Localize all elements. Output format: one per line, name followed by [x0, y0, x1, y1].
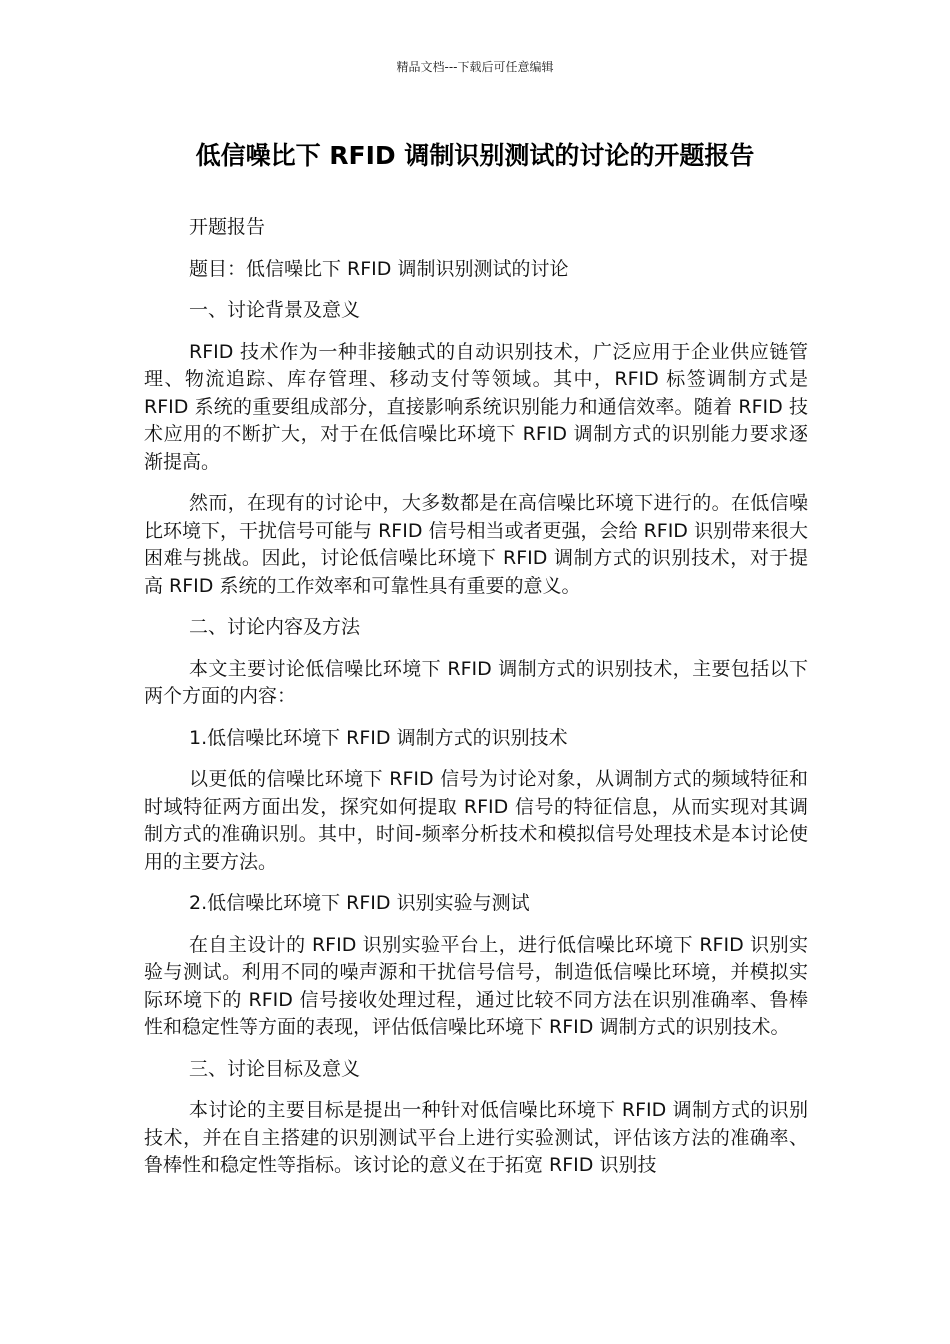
- topic-line: 题目：低信噪比下 RFID 调制识别测试的讨论: [189, 257, 569, 280]
- header-note: 精品文档---下载后可任意编辑: [396, 60, 554, 74]
- section-heading-content: 二、讨论内容及方法: [189, 616, 361, 638]
- paragraph-content-intro: 本文主要讨论低信噪比环境下 RFID 调制方式的识别技术，主要包括以下两个方面的内容：: [144, 657, 808, 707]
- paragraph-goals: 本讨论的主要目标是提出一种针对低信噪比环境下 RFID 调制方式的识别技术，并在自主搭建的识别测试平台上进行实验测试，评估该方法的准确率、鲁棒性和稳定性等指标。该讨论的意义在于拓宽 RFID 识别技: [144, 1099, 808, 1176]
- paragraph-background-2: 然而，在现有的讨论中，大多数都是在高信噪比环境下进行的。在低信噪比环境下，干扰信号可能与 RFID 信号相当或者更强，会给 RFID 识别带来很大困难与挑战。因此，讨论低信噪比环境下 RFID 调制方式的识别技术，对于提高 RFID 系统的工作效率和可靠性具有重要的意义。: [144, 492, 808, 597]
- paragraph-subsection-1: 以更低的信噪比环境下 RFID 信号为讨论对象，从调制方式的频域特征和时域特征两方面出发，探究如何提取 RFID 信号的特征信息，从而实现对其调制方式的准确识别。其中，时间-频率分析技术和模拟信号处理技术是本讨论使用的主要方法。: [144, 768, 808, 873]
- subheading-2: 2.低信噪比环境下 RFID 识别实验与测试: [189, 892, 530, 914]
- section-heading-background: 一、讨论背景及意义: [189, 299, 361, 321]
- section-label-report: 开题报告: [189, 216, 266, 238]
- paragraph-background-1: RFID 技术作为一种非接触式的自动识别技术，广泛应用于企业供应链管理、物流追踪、库存管理、移动支付等领域。其中，RFID 标签调制方式是 RFID 系统的重要组成部分，直接影响系统识别能力和通信效率。随着 RFID 技术应用的不断扩大，对于在低信噪比环境下 RFID 调制方式的识别能力要求逐渐提高。: [144, 340, 808, 473]
- subheading-1: 1.低信噪比环境下 RFID 调制方式的识别技术: [189, 726, 568, 749]
- section-heading-goals: 三、讨论目标及意义: [189, 1057, 361, 1080]
- paragraph-subsection-2: 在自主设计的 RFID 识别实验平台上，进行低信噪比环境下 RFID 识别实验与测试。利用不同的噪声源和干扰信号信号，制造低信噪比环境，并模拟实际环境下的 RFID 信号接收处理过程，通过比较不同方法在识别准确率、鲁棒性和稳定性等方面的表现，评估低信噪比环境下 RFID 调制方式的识别技术。: [144, 933, 808, 1038]
- document-title: 低信噪比下 RFID 调制识别测试的讨论的开题报告: [195, 141, 755, 170]
- document-body: [144, 214, 808, 1194]
